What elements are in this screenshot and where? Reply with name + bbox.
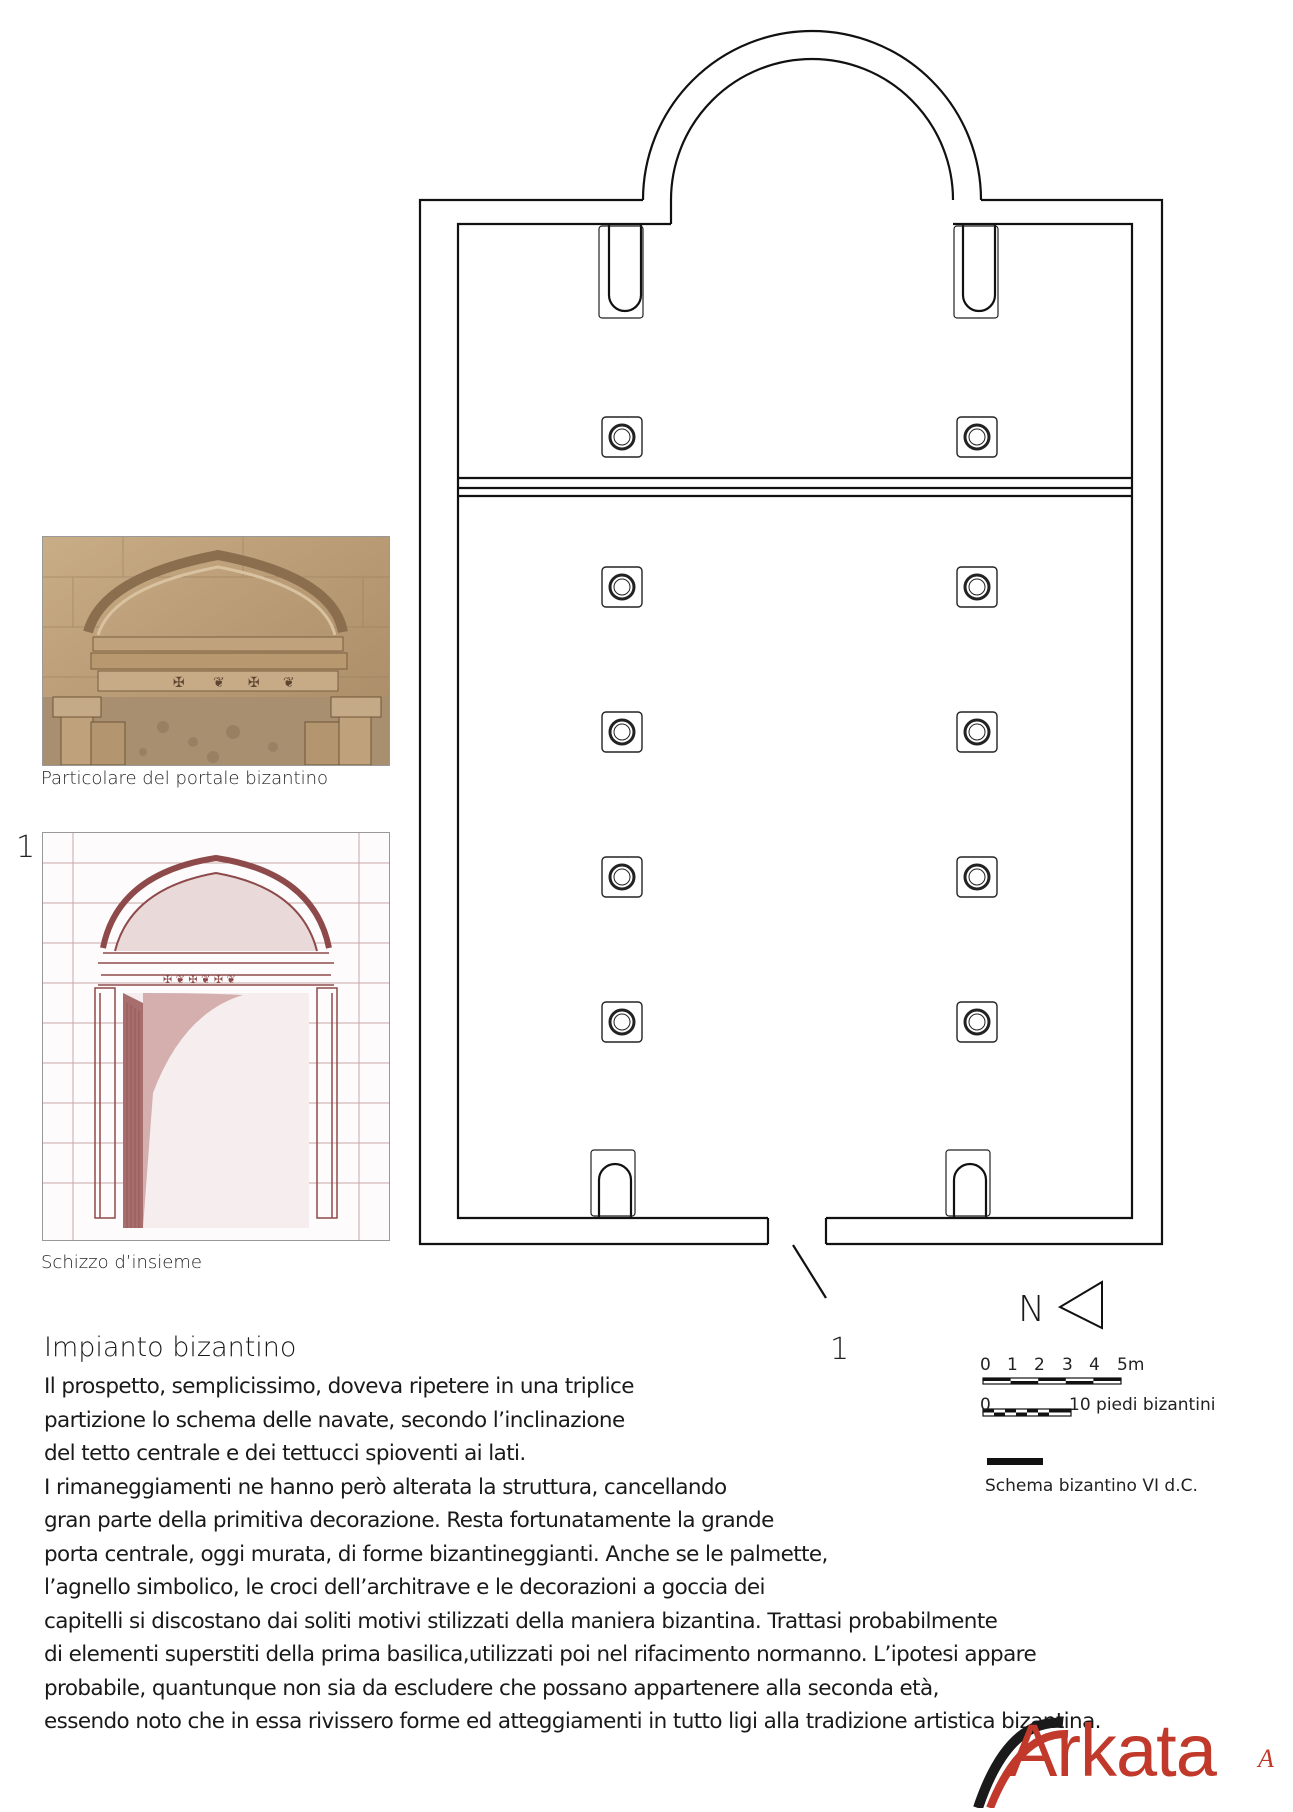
scale-tick-3: 3 bbox=[1062, 1355, 1073, 1375]
text-line: Il prospetto, semplicissimo, doveva ripetere in una triplice bbox=[44, 1374, 634, 1399]
scale-tick-2: 2 bbox=[1034, 1355, 1045, 1375]
sketch-caption: Schizzo d’insieme bbox=[41, 1252, 202, 1273]
photo-caption: Particolare del portale bizantino bbox=[41, 768, 329, 789]
svg-text:❦: ❦ bbox=[283, 675, 295, 691]
scale-tick-4: 4 bbox=[1089, 1355, 1100, 1375]
scale-tick-0: 0 bbox=[980, 1355, 991, 1375]
svg-text:✠ ❦ ✠ ❦ ✠ ❦: ✠ ❦ ✠ ❦ ✠ ❦ bbox=[163, 973, 236, 986]
text-line: l’agnello simbolico, le croci dell’architrave e le decorazioni a goccia dei bbox=[44, 1575, 765, 1600]
scale-tick-5m: 5m bbox=[1117, 1355, 1145, 1375]
text-line: probabile, quantunque non sia da escludere che possano appartenere alla seconda età, bbox=[44, 1675, 939, 1701]
text-line: capitelli si discostano dai soliti motivi stilizzati della maniera bizantina. Trattasi probabilmente bbox=[44, 1608, 998, 1634]
text-line: del tetto centrale e dei tettucci spioventi ai lati. bbox=[44, 1441, 526, 1466]
svg-text:✠: ✠ bbox=[173, 675, 185, 691]
logo-text: Arkata bbox=[1008, 1709, 1216, 1792]
description-text bbox=[44, 1370, 1244, 1739]
svg-text:❦: ❦ bbox=[213, 675, 225, 691]
section-marker-left: 1 bbox=[16, 830, 36, 865]
svg-text:✠: ✠ bbox=[248, 675, 260, 691]
text-line: gran parte della primitiva decorazione. Resta fortunatamente la grande bbox=[44, 1508, 774, 1533]
section-title: Impianto bizantino bbox=[44, 1332, 297, 1363]
scale-feet-label: 10 piedi bizantini bbox=[1069, 1395, 1216, 1415]
logo-suffix: A bbox=[1258, 1744, 1274, 1773]
north-label: N bbox=[1018, 1289, 1045, 1330]
legend-label: Schema bizantino VI d.C. bbox=[985, 1476, 1198, 1496]
text-line: partizione lo schema delle navate, secondo l’inclinazione bbox=[44, 1407, 625, 1433]
text-line: porta centrale, oggi murata, di forme bizantineggianti. Anche se le palmette, bbox=[44, 1541, 828, 1567]
arkata-logo bbox=[968, 1708, 1288, 1808]
scale-feet-start: 0 bbox=[980, 1395, 991, 1415]
scale-tick-1: 1 bbox=[1007, 1355, 1018, 1375]
text-line: di elementi superstiti della prima basilica,utilizzati poi nel rifacimento normanno. L’ipotesi appare bbox=[44, 1642, 1037, 1667]
text-line: I rimaneggiamenti ne hanno però alterata la struttura, cancellando bbox=[44, 1474, 727, 1500]
section-marker-bottom: 1 bbox=[830, 1332, 850, 1367]
text-line: essendo noto che in essa rivissero forme ed atteggiamenti in tutto ligi alla tradizione artistica bizantina. bbox=[44, 1709, 1101, 1734]
